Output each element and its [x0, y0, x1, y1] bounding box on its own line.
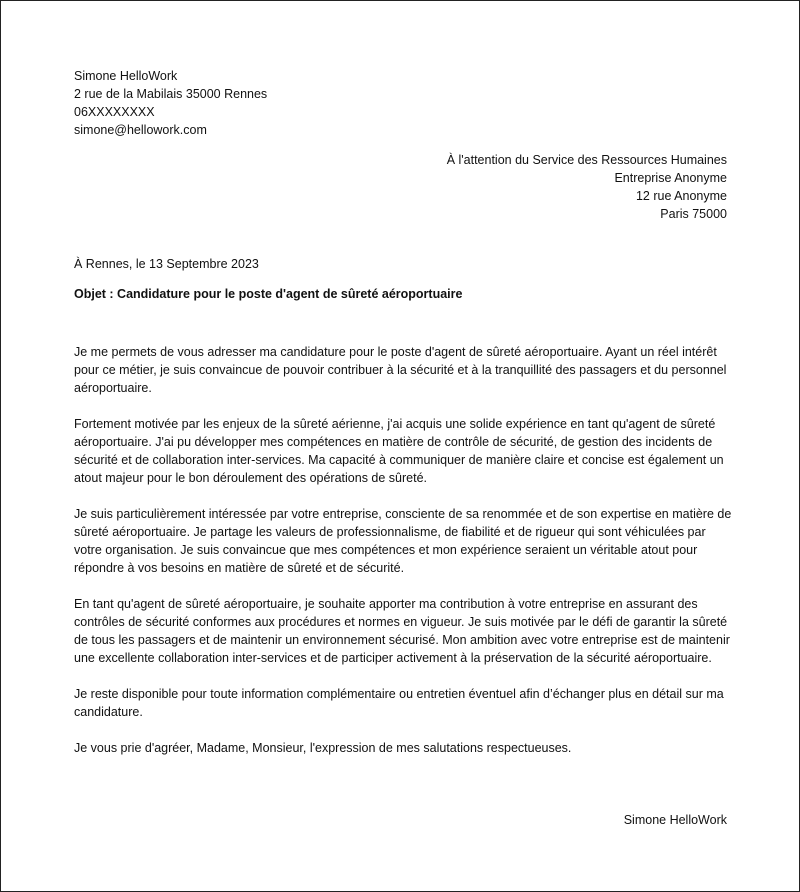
letter-body: [74, 343, 734, 775]
closing-paragraph: Je vous prie d'agréer, Madame, Monsieur, l'expression de mes salutations respectueuses.: [74, 741, 572, 755]
sender-phone: 06XXXXXXXX: [74, 105, 155, 119]
sender-address: 2 rue de la Mabilais 35000 Rennes: [74, 87, 268, 101]
body-paragraph: Je reste disponible pour toute information complémentaire ou entretien éventuel afin d’échanger plus en détail sur ma candidature.: [74, 687, 724, 719]
recipient-company: Entreprise Anonyme: [614, 171, 727, 185]
recipient-block: [447, 151, 727, 223]
body-paragraph: En tant qu'agent de sûreté aéroportuaire, je souhaite apporter ma contribution à votre entreprise en assurant des contrôles de sécurité conformes aux procédures et normes en vigueur. Je suis motivée par le défi de garantir la sûreté de tous les passagers et de maintenir un environnement sécurisé. Mon ambition avec votre entreprise est de maintenir une excellente collaboration inter-services et de participer activement à la préservation de la sécurité aéroportuaire.: [74, 597, 730, 665]
date-line: À Rennes, le 13 Septembre 2023: [74, 257, 259, 271]
sender-email: simone@hellowork.com: [74, 123, 207, 137]
subject-line: Objet : Candidature pour le poste d'agent de sûreté aéroportuaire: [74, 287, 463, 301]
sender-name: Simone HelloWork: [74, 69, 178, 83]
recipient-street: 12 rue Anonyme: [635, 189, 727, 203]
body-paragraph: Fortement motivée par les enjeux de la sûreté aérienne, j'ai acquis une solide expérience en tant qu'agent de sûreté aéroportuaire. J'ai pu développer mes compétences en matière de contrôle de sécurité, de gestion des incidents de sécurité et de collaboration inter-services. Ma capacité à communiquer de manière claire et concise est également un atout majeur pour le bon déroulement des opérations de sûreté.: [74, 417, 724, 485]
recipient-attention: À l'attention du Service des Ressources Humaines: [446, 153, 727, 167]
recipient-city: Paris 75000: [660, 207, 727, 221]
signature: Simone HelloWork: [623, 813, 727, 827]
body-paragraph: Je me permets de vous adresser ma candidature pour le poste d'agent de sûreté aéroportuaire. Ayant un réel intérêt pour ce métier, je suis convaincue de pouvoir contribuer à la sécurité et à la tranquillité des passagers et du personnel aéroportuaire.: [74, 345, 727, 395]
body-paragraph: Je suis particulièrement intéressée par votre entreprise, consciente de sa renommée et de son expertise en matière de sûreté aéroportuaire. Je partage les valeurs de professionnalisme, de fiabilité et de rigueur qui sont véhiculées par votre organisation. Je suis convaincue que mes compétences et mon expérience seraient un véritable atout pour répondre à vos besoins en matière de sûreté et de sécurité.: [74, 507, 732, 575]
sender-block: [74, 67, 267, 139]
